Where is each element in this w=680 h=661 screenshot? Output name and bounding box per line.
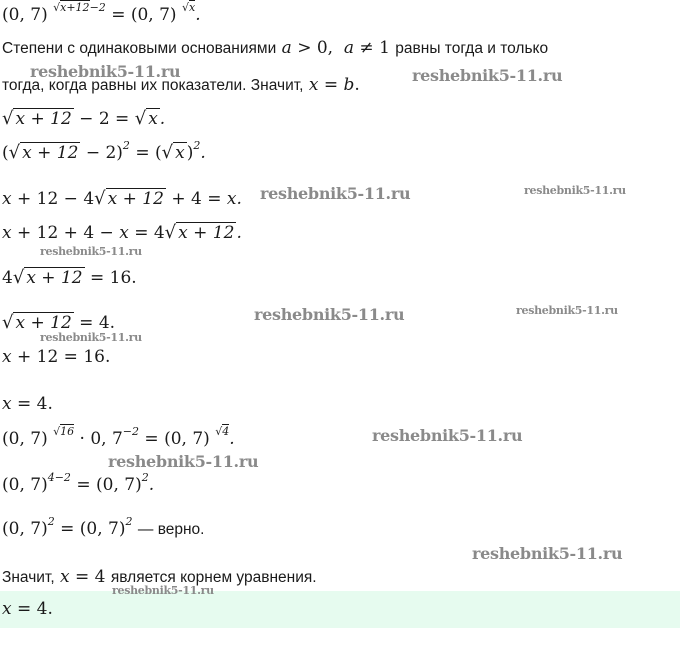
equation-simplified: 4√ x + 12 = 16. <box>2 267 137 288</box>
conclusion-text: Значит, x = 4 является корнем уравнения. <box>2 567 317 587</box>
watermark: reshebnik5-11.ru <box>412 66 563 85</box>
equation-rearranged: x + 12 + 4 − x = 4√ x + 12 . <box>2 222 242 243</box>
watermark: reshebnik5-11.ru <box>472 544 623 563</box>
equation-squared: (√ x + 12 − 2)$^2$ = (√ x )$^2$. <box>2 139 206 163</box>
equation-root-value: √ x + 12 = 4. <box>2 312 116 333</box>
rule-text-line1: Степени с одинаковыми основаниями a > 0, a ≠ 1 равны тогда и только <box>2 38 549 58</box>
check-result: (0, 7)$^2$ = (0, 7)$^2$ — верно. <box>2 515 205 539</box>
check-step: (0, 7)$^{4-2}$ = (0, 7)$^2$. <box>2 471 155 495</box>
equation-exponents: √ x + 12 − 2 = √ x . <box>2 108 166 129</box>
watermark: reshebnik5-11.ru <box>516 304 618 317</box>
watermark: reshebnik5-11.ru <box>372 426 523 445</box>
watermark: reshebnik5-11.ru <box>30 62 181 81</box>
watermark: reshebnik5-11.ru <box>40 245 142 258</box>
watermark: reshebnik5-11.ru <box>112 584 214 597</box>
watermark: reshebnik5-11.ru <box>524 184 626 197</box>
solution-x: x = 4. <box>2 394 53 414</box>
watermark: reshebnik5-11.ru <box>260 184 411 203</box>
watermark: reshebnik5-11.ru <box>254 305 405 324</box>
equation-base-form: (0, 7) $^{√x+12-2}$ = (0, 7) $^{√x}$. <box>2 1 201 25</box>
answer-value: x = 4. <box>2 599 53 619</box>
watermark: reshebnik5-11.ru <box>40 331 142 344</box>
equation-linear: x + 12 = 16. <box>2 347 111 367</box>
answer-box <box>0 591 680 628</box>
check-substitution: (0, 7) $^{√16}$ · 0, $7^{-2} = (0$, 7) $^{√4}$. <box>2 425 235 449</box>
equation-expanded: x + 12 − 4√ x + 12 + 4 = x. <box>2 188 242 209</box>
rule-text-line2: тогда, когда равны их показатели. Значит, x = b. <box>2 75 360 95</box>
watermark: reshebnik5-11.ru <box>108 452 259 471</box>
